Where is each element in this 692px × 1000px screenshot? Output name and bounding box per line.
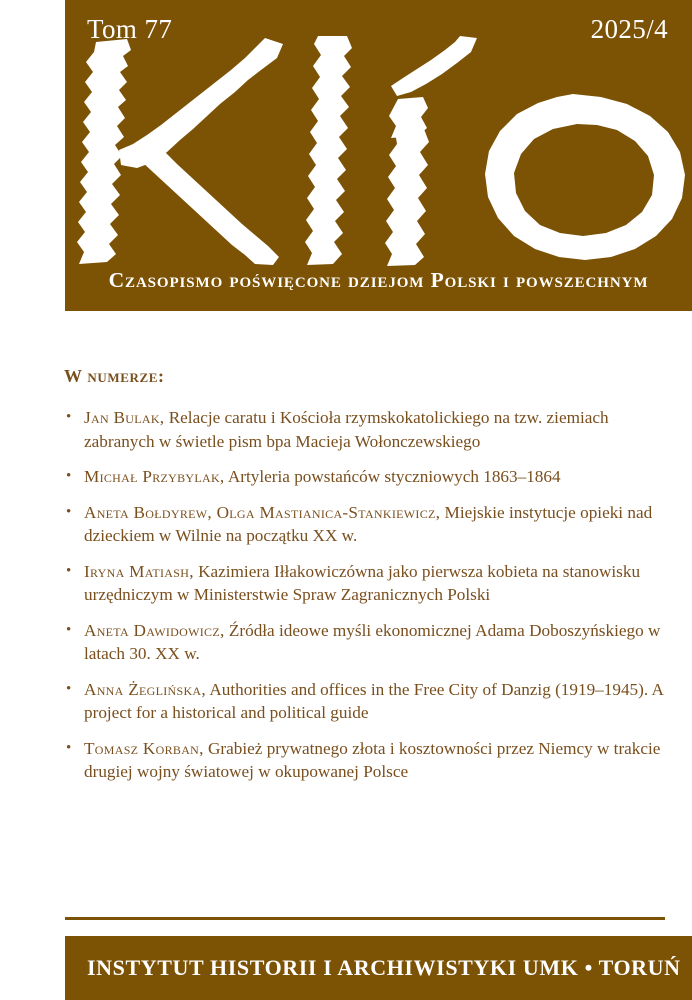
contents-heading: W numerze: [64, 366, 165, 386]
footer-divider-rule [65, 917, 665, 920]
bullet-icon: • [66, 739, 72, 756]
list-item [64, 465, 664, 489]
toc-authors: Aneta Bołdyrew, Olga Mastianica-Stankiewicz, [84, 502, 441, 522]
toc-title: Authorities and offices in the Free City of Danzig (1919–1945). A project for a historical and political guide [84, 679, 663, 722]
toc-title: Źródła ideowe myśli ekonomicznej Adama Doboszyńskiego w latach 30. XX w. [84, 620, 661, 663]
cover-header-band [65, 0, 692, 311]
list-item [64, 501, 664, 548]
toc-title: Miejskie instytucje opieki nad dzieckiem w Wilnie na początku XX w. [84, 502, 653, 545]
toc-title: Relacje caratu i Kościoła rzymskokatolickiego na tzw. ziemiach zabranych w świetle pism bpa Macieja Wołonczewskiego [84, 408, 609, 451]
bullet-icon: • [66, 562, 72, 579]
bullet-icon: • [66, 409, 72, 425]
list-item [64, 619, 664, 666]
table-of-contents-list [64, 406, 664, 784]
list-item [64, 678, 664, 725]
toc-title: Kazimiera Iłłakowiczówna jako pierwsza kobieta na stanowisku urzędniczym w Ministerstwie Spraw Zagranicznych Polski [84, 561, 641, 604]
toc-authors: Aneta Dawidowicz, [84, 620, 225, 640]
toc-authors: Anna Żeglińska, [84, 679, 206, 699]
klio-logotype-icon [65, 36, 692, 266]
list-item [64, 560, 664, 607]
issue-label: 2025/4 [590, 14, 668, 44]
bullet-icon: • [66, 621, 72, 638]
list-item [64, 737, 664, 784]
toc-authors: Michał Przybylak, [84, 467, 225, 486]
toc-title: Artyleria powstańców styczniowych 1863–1864 [224, 467, 561, 486]
journal-subtitle: Czasopismo poświęcone dziejom Polski i powszechnym [108, 268, 649, 292]
volume-label: Tom 77 [87, 14, 173, 44]
toc-authors: Iryna Matiash, [84, 561, 194, 581]
bullet-icon: • [66, 503, 72, 520]
list-item [64, 406, 664, 453]
toc-authors: Tomasz Korban, [84, 738, 204, 758]
bullet-icon: • [66, 680, 72, 697]
publisher-label: INSTYTUT HISTORII I ARCHIWISTYKI UMK • TORUŃ [87, 955, 681, 980]
contents-section [64, 366, 664, 796]
klio-logotype [65, 36, 692, 266]
toc-title: Grabież prywatnego złota i kosztowności przez Niemcy w trakcie drugiej wojny światowej w okupowanej Polsce [84, 738, 661, 781]
cover-footer-band [65, 936, 692, 1000]
toc-authors: Jan Bulak, [84, 408, 165, 427]
bullet-icon: • [66, 468, 72, 484]
